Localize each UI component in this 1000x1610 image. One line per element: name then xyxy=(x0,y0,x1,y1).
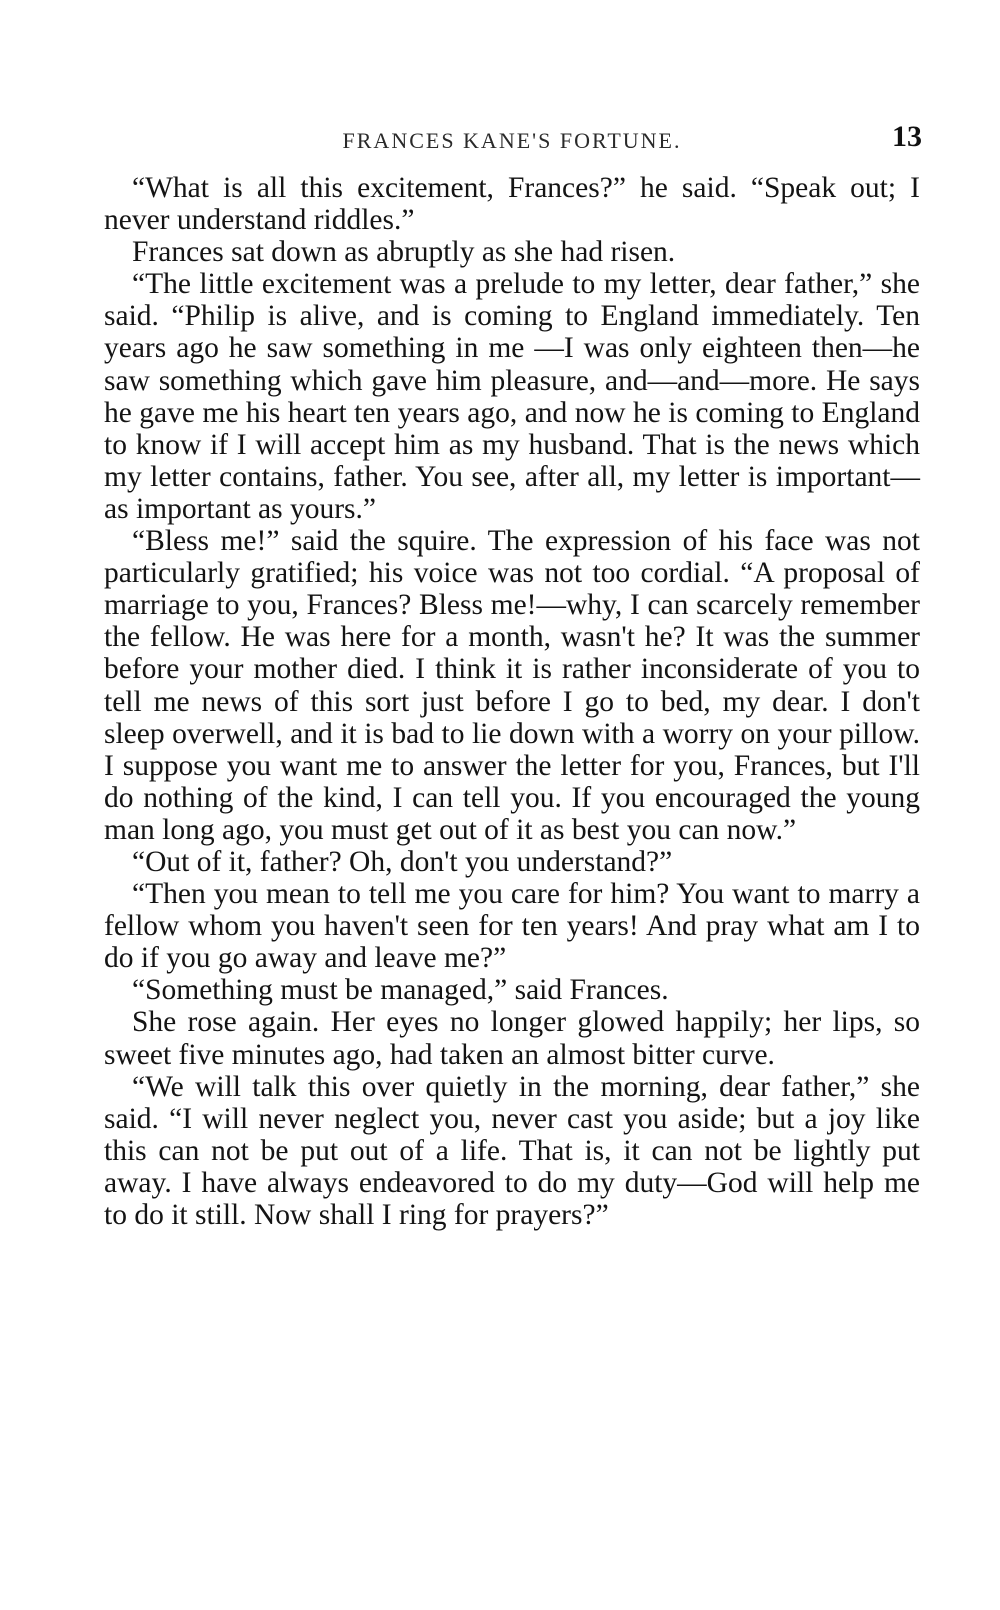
paragraph: “Bless me!” said the squire. The expression of his face was not particularly gratified; his voice was not too cordial. “A proposal of marriage to you, Frances? Bless me!—why, I can scarcely remember the fellow. He was here for a month, wasn't he? It was the summer before your mother died. I think it is rather inconsiderate of you to tell me news of this sort just before I go to bed, my dear. I don't sleep overwell, and it is bad to lie down with a worry on your pillow. I suppose you want me to answer the letter for you, Frances, but I'll do nothing of the kind, I can tell you. If you encouraged the young man long ago, you must get out of it as best you can now.” xyxy=(104,525,920,846)
page-header xyxy=(104,120,920,160)
paragraph: “We will talk this over quietly in the morning, dear father,” she said. “I will never neglect you, never cast you aside; but a joy like this can not be put out of a life. That is, it can not be lightly put away. I have always endeavored to do my duty—God will help me to do it still. Now shall I ring for prayers?” xyxy=(104,1070,920,1231)
paragraph: “Out of it, father? Oh, don't you understand?” xyxy=(132,845,673,878)
page-body xyxy=(104,172,920,1231)
paragraph: “Something must be managed,” said Frances. xyxy=(132,974,669,1007)
paragraph: Frances sat down as abruptly as she had risen. xyxy=(132,236,676,269)
paragraph: She rose again. Her eyes no longer glowed happily; her lips, so sweet five minutes ago, had taken an almost bitter curve. xyxy=(104,1006,920,1071)
paragraph: “The little excitement was a prelude to my letter, dear father,” she said. “Philip is alive, and is coming to England immediately. Ten years ago he saw something in me —I was only eighteen then—he saw something which gave him pleasure, and—and—more. He says he gave me his heart ten years ago, and now he is coming to England to know if I will accept him as my husband. That is the news which my letter contains, father. You see, after all, my letter is important—as important as yours.” xyxy=(104,268,920,525)
page-number: 13 xyxy=(892,120,922,153)
paragraph: “What is all this excitement, Frances?” he said. “Speak out; I never understand riddles.” xyxy=(104,172,920,237)
paragraph: “Then you mean to tell me you care for him? You want to marry a fellow whom you haven't seen for ten years! And pray what am I to do if you go away and leave me?” xyxy=(104,878,920,975)
running-title: FRANCES KANE'S FORTUNE. xyxy=(342,128,682,153)
